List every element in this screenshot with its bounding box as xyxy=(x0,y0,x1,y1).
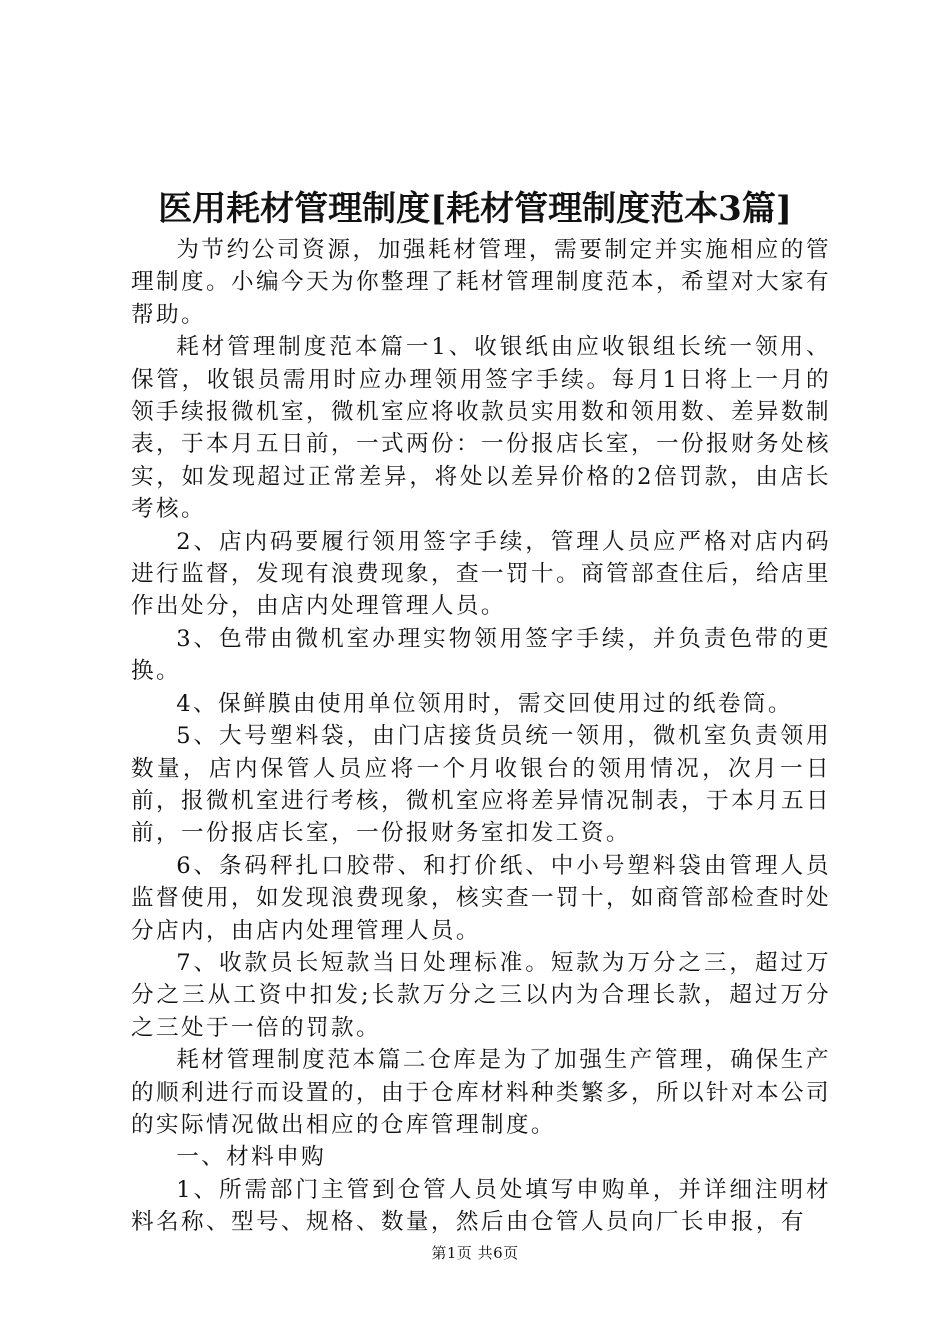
paragraph-item-2: 2、店内码要履行领用签字手续，管理人员应严格对店内码进行监督，发现有浪费现象，查一罚十。商管部查住后，给店里作出处分，由店内处理管理人员。 xyxy=(131,528,831,620)
page-footer: 第1页 共6页 xyxy=(431,1244,519,1262)
document-body xyxy=(131,234,831,1239)
paragraph-item-6: 6、条码秤扎口胶带、和打价纸、中小号塑料袋由管理人员监督使用，如发现浪费现象，核实查一罚十，如商管部检查时处分店内，由店内处理管理人员。 xyxy=(131,852,831,944)
paragraph-purchase-1: 1、所需部门主管到仓管人员处填写申购单，并详细注明材料名称、型号、规格、数量，然后由仓管人员向厂长申报，有 xyxy=(131,1176,831,1236)
paragraph-intro: 为节约公司资源，加强耗材管理，需要制定并实施相应的管理制度。小编今天为你整理了耗材管理制度范本，希望对大家有帮助。 xyxy=(131,237,831,328)
paragraph-template-two: 耗材管理制度范本篇二仓库是为了加强生产管理，确保生产的顺利进行而设置的，由于仓库材料种类繁多，所以针对本公司的实际情况做出相应的仓库管理制度。 xyxy=(131,1047,831,1138)
paragraph-item-4: 4、保鲜膜由使用单位领用时，需交回使用过的纸卷筒。 xyxy=(176,690,793,717)
paragraph-item-5: 5、大号塑料袋，由门店接货员统一领用，微机室负责领用数量，店内保管人员应将一个月收银台的领用情况，次月一日前，报微机室进行考核，微机室应将差异情况制表，于本月五日前，一份报店长室，一份报财务室扣发工资。 xyxy=(131,723,831,847)
paragraph-template-one: 耗材管理制度范本篇一1、收银纸由应收银组长统一领用、保管，收银员需用时应办理领用签字手续。每月1日将上一月的领手续报微机室，微机室应将收款员实用数和领用数、差异数制表，于本月五日前，一式两份：一份报店长室，一份报财务处核实，如发现超过正常差异，将处以差异价格的2倍罚款，由店长考核。 xyxy=(131,334,831,523)
paragraph-item-3: 3、色带由微机室办理实物领用签字手续，并负责色带的更换。 xyxy=(131,625,831,685)
document-title: 医用耗材管理制度[耗材管理制度范本3篇] xyxy=(158,189,792,229)
paragraph-item-7: 7、收款员长短款当日处理标准。短款为万分之三，超过万分之三从工资中扣发;长款万分之三以内为合理长款，超过万分之三处于一倍的罚款。 xyxy=(131,949,831,1041)
section-heading-purchase: 一、材料申购 xyxy=(176,1144,327,1171)
